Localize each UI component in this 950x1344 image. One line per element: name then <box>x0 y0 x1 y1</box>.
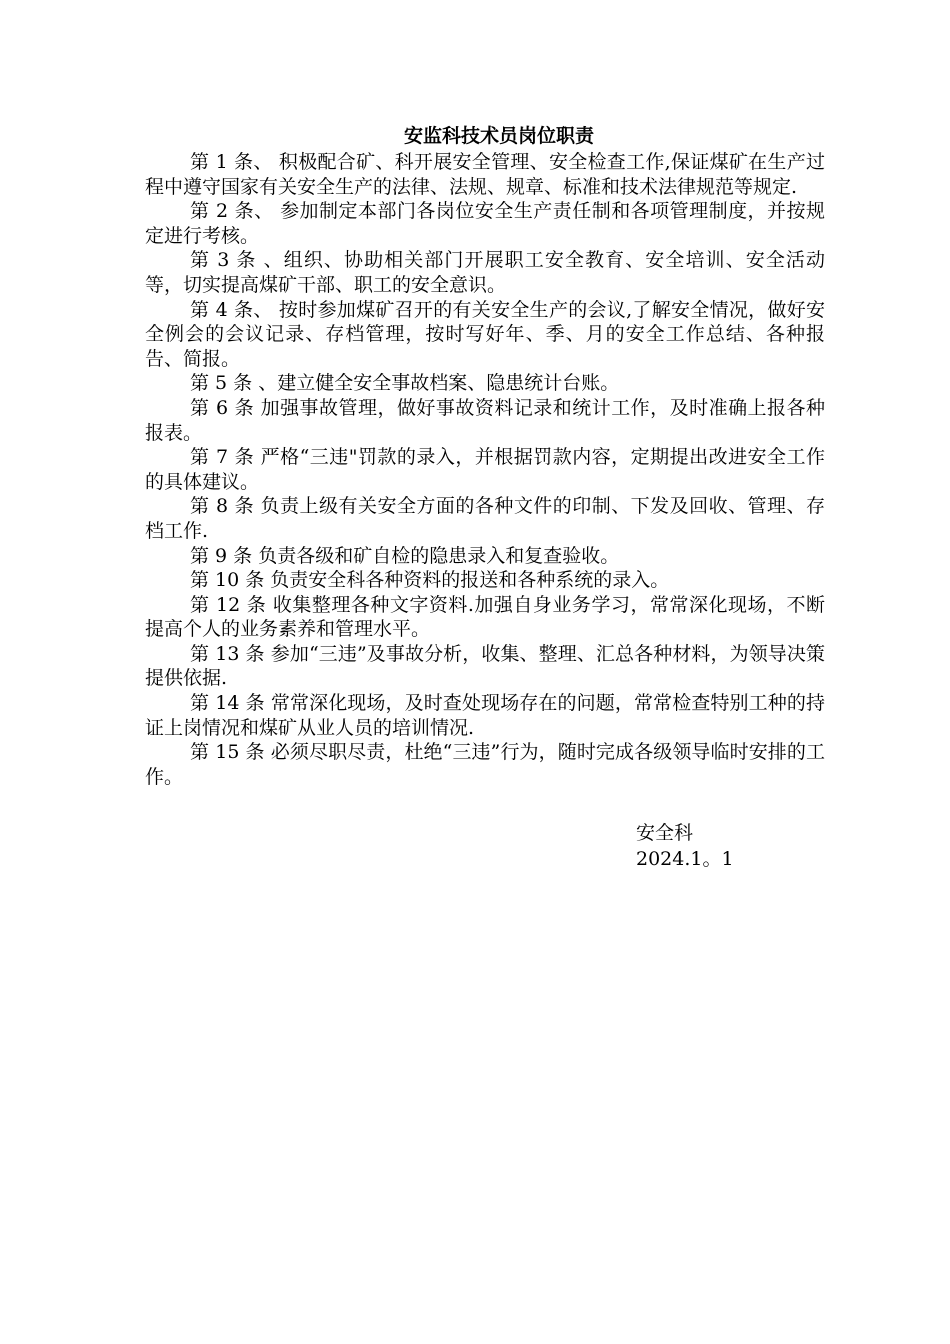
document-body <box>145 122 825 789</box>
clause-12: 第 12 条 收集整理各种文字资料.加强自身业务学习，常常深化现场，不断提高个人的业务素养和管理水平。 <box>145 593 825 641</box>
clause-9: 第 9 条 负责各级和矿自检的隐患录入和复查验收。 <box>190 544 620 567</box>
clause-1: 第 1 条、 积极配合矿、科开展安全管理、安全检查工作,保证煤矿在生产过程中遵守国家有关安全生产的法律、法规、规章、标准和技术法律规范等规定. <box>145 151 825 198</box>
signature-date: 2024.1。1 <box>636 848 734 870</box>
clause-15: 第 15 条 必须尽职尽责，杜绝“三违”行为，随时完成各级领导临时安排的工作。 <box>145 741 825 788</box>
document-title: 安监科技术员岗位职责 <box>403 125 594 147</box>
clause-5: 第 5 条 、建立健全安全事故档案、隐患统计台账。 <box>190 372 620 395</box>
clause-14: 第 14 条 常常深化现场，及时查处现场存在的问题，常常检查特别工种的持证上岗情况和煤矿从业人员的培训情况. <box>145 692 825 739</box>
clause-4: 第 4 条、 按时参加煤矿召开的有关安全生产的会议,了解安全情况，做好安全例会的会议记录、存档管理，按时写好年、季、月的安全工作总结、各种报告、简报。 <box>145 298 825 370</box>
clause-3: 第 3 条 、组织、协助相关部门开展职工安全教育、安全培训、安全活动等，切实提高煤矿干部、职工的安全意识。 <box>145 249 825 296</box>
signature-department: 安全科 <box>636 822 694 844</box>
clause-7: 第 7 条 严格“三违"罚款的录入，并根据罚款内容，定期提出改进安全工作的具体建议。 <box>145 446 825 493</box>
clause-10: 第 10 条 负责安全科各种资料的报送和各种系统的录入。 <box>190 569 670 592</box>
clause-2: 第 2 条、 参加制定本部门各岗位安全生产责任制和各项管理制度，并按规定进行考核。 <box>145 200 825 247</box>
signature-block <box>636 820 734 872</box>
clause-13: 第 13 条 参加“三违”及事故分析，收集、整理、汇总各种材料，为领导决策提供依据. <box>145 642 825 690</box>
clause-8: 第 8 条 负责上级有关安全方面的各种文件的印制、下发及回收、管理、存档工作. <box>145 495 825 542</box>
clause-6: 第 6 条 加强事故管理，做好事故资料记录和统计工作，及时准确上报各种报表。 <box>145 396 825 444</box>
